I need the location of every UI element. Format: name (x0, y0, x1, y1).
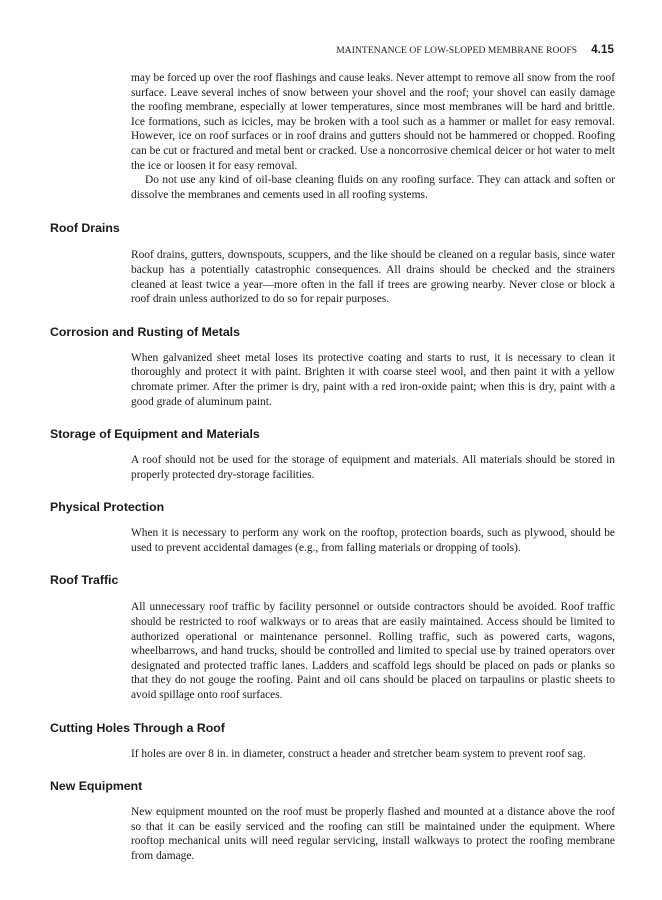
section-text-cutting-holes: If holes are over 8 in. in diameter, construct a header and stretcher beam system to prevent roof sag. (131, 747, 586, 760)
running-title: MAINTENANCE OF LOW-SLOPED MEMBRANE ROOFS (336, 46, 578, 56)
intro-paragraph-1: may be forced up over the roof flashings and cause leaks. Never attempt to remove all snow from the roof surface. Leave several inches of snow between your shovel and the roof; your shovel can easily damage the roofing membrane, especially at lower temperatures, since most membranes will be hard and brittle. Ice formations, such as icicles, may be broken with a tool such as a hammer or mallet for easy removal. However, ice on roof surfaces or in roof drains and gutters should not be hammered or chopped. Roofing can be cut or fractured and metal bent or cracked. Use a noncorrosive chemical deicer or hot water to melt the ice or loosen it for easy removal. (131, 72, 615, 172)
section-text-roof-drains: Roof drains, gutters, downspouts, scuppers, and the like should be cleaned on a regular basis, since water backup has a potentially catastrophic consequences. All drains should be checked and the strainers cleaned at least twice a year—more often in the fall if trees are growing nearby. Never close or block a roof drain unless authorized to do so for repair purposes. (131, 249, 615, 306)
page-body (0, 71, 662, 864)
page-number: 4.15 (591, 44, 614, 56)
section-text-storage: A roof should not be used for the storage of equipment and materials. All materials should be stored in properly protected dry-storage facilities. (131, 454, 615, 481)
section-heading-cutting-holes: Cutting Holes Through a Roof (50, 720, 225, 735)
section-heading-roof-traffic: Roof Traffic (50, 573, 119, 588)
section-text-roof-traffic: All unnecessary roof traffic by facility personnel or outside contractors should be avoided. Roof traffic should be restricted to roof walkways or to areas that are easily maintained. Access should be limited to authorized operational or maintenance personnel. Rolling traffic, such as powered carts, wagons, wheelbarrows, and hand trucks, should be controlled and limited to special use by trained operators over designated and protected traffic lanes. Ladders and scaffold legs should be placed on pads or planks so that they do not gouge the roofing. Paint and oil cans should be placed on tarpaulins or plastic sheets to avoid spillage onto roof surfaces. (131, 601, 615, 702)
section-heading-new-equipment: New Equipment (50, 779, 143, 794)
section-text-physical-protection: When it is necessary to perform any work on the rooftop, protection boards, such as plywood, should be used to prevent accidental damages (e.g., from falling materials or dropping of tools). (131, 527, 615, 554)
running-header (336, 44, 614, 56)
section-text-new-equipment: New equipment mounted on the roof must be properly flashed and mounted at a distance above the roof so that it can be easily serviced and the roofing can still be maintained under the equipment. Where rooftop mechanical units will need regular servicing, install walkways to protect the roofing membrane from damage. (131, 806, 615, 862)
section-heading-physical-protection: Physical Protection (50, 500, 165, 515)
section-text-corrosion: When galvanized sheet metal loses its protective coating and starts to rust, it is necessary to clean it thoroughly and protect it with paint. Brighten it with coarse steel wool, and then paint it with a yellow chromate primer. After the primer is dry, paint with a red iron-oxide paint; when this is dry, paint with a good grade of aluminum paint. (131, 351, 615, 408)
section-heading-roof-drains: Roof Drains (50, 221, 120, 236)
section-heading-corrosion: Corrosion and Rusting of Metals (50, 324, 240, 339)
intro-paragraph-2: Do not use any kind of oil-base cleaning fluids on any roofing surface. They can attack and soften or dissolve the membranes and cements used in all roofing systems. (131, 174, 615, 201)
section-heading-storage: Storage of Equipment and Materials (50, 427, 260, 442)
